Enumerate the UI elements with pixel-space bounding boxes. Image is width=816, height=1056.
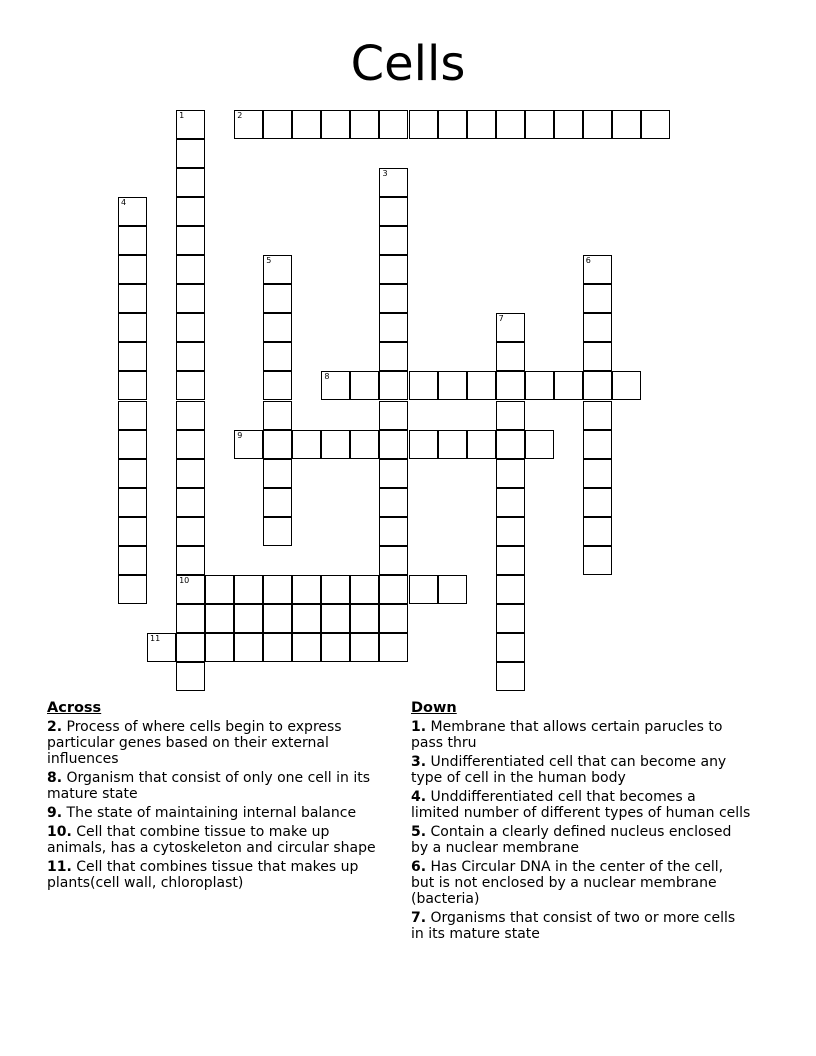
crossword-cell[interactable]: [496, 342, 525, 371]
across-heading: Across: [47, 700, 102, 716]
crossword-cell[interactable]: [176, 662, 205, 691]
crossword-cell[interactable]: [379, 430, 408, 459]
crossword-cell[interactable]: [496, 401, 525, 430]
crossword-cell[interactable]: [176, 604, 205, 633]
crossword-cell[interactable]: [118, 226, 147, 255]
clue-text-line: by a nuclear membrane: [411, 840, 579, 856]
crossword-cell[interactable]: [350, 110, 379, 139]
down-clue: [411, 754, 761, 786]
crossword-cell[interactable]: [350, 604, 379, 633]
crossword-cell[interactable]: [176, 401, 205, 430]
clue-text-line: pass thru: [411, 735, 477, 751]
crossword-cell[interactable]: [496, 575, 525, 604]
crossword-cell[interactable]: [554, 110, 583, 139]
crossword-cell[interactable]: [118, 459, 147, 488]
crossword-cell[interactable]: [583, 342, 612, 371]
clue-text-line: but is not enclosed by a nuclear membrane: [411, 875, 717, 891]
crossword-cell[interactable]: [583, 546, 612, 575]
crossword-cell[interactable]: [176, 488, 205, 517]
crossword-cell[interactable]: [118, 371, 147, 400]
clue-text-line: type of cell in the human body: [411, 770, 626, 786]
crossword-cell[interactable]: [409, 371, 438, 400]
crossword-cell[interactable]: [292, 110, 321, 139]
across-clue: [47, 719, 397, 767]
across-clue: [47, 824, 397, 856]
crossword-cell[interactable]: [379, 575, 408, 604]
crossword-cell[interactable]: [496, 546, 525, 575]
crossword-cell[interactable]: [321, 371, 350, 400]
clue-text-line: animals, has a cytoskeleton and circular shape: [47, 840, 376, 856]
crossword-cell[interactable]: [496, 459, 525, 488]
crossword-cell[interactable]: [583, 313, 612, 342]
clue-num: 9.: [47, 805, 63, 821]
down-clue: [411, 824, 761, 856]
crossword-cell[interactable]: [496, 110, 525, 139]
across-clues: [47, 700, 397, 891]
crossword-cell[interactable]: [350, 430, 379, 459]
crossword-cell[interactable]: [176, 517, 205, 546]
crossword-cell[interactable]: [176, 546, 205, 575]
clue-text: Undifferentiated cell that can become any: [426, 754, 727, 770]
crossword-cell[interactable]: [379, 255, 408, 284]
down-clue-list: [411, 719, 761, 942]
crossword-cell[interactable]: [379, 168, 408, 197]
crossword-cell[interactable]: [379, 633, 408, 662]
crossword-cell[interactable]: [525, 371, 554, 400]
crossword-cell[interactable]: [205, 604, 234, 633]
clue-text-line: mature state: [47, 786, 138, 802]
crossword-cell[interactable]: [118, 517, 147, 546]
crossword-cell[interactable]: [438, 575, 467, 604]
crossword-cell[interactable]: [176, 342, 205, 371]
crossword-cell[interactable]: [292, 575, 321, 604]
clue-text-line: limited number of different types of human cells: [411, 805, 751, 821]
clue-number: 4: [121, 198, 127, 208]
down-clue: [411, 719, 761, 751]
crossword-cell[interactable]: [292, 430, 321, 459]
crossword-cell[interactable]: [379, 517, 408, 546]
clue-text-line: plants(cell wall, chloroplast): [47, 875, 244, 891]
crossword-cell[interactable]: [176, 284, 205, 313]
crossword-cell[interactable]: [350, 575, 379, 604]
clue-number: 9: [237, 430, 243, 440]
clue-text: Organisms that consist of two or more cells: [426, 910, 736, 926]
crossword-cell[interactable]: [583, 371, 612, 400]
crossword-cell[interactable]: [496, 371, 525, 400]
crossword-cell[interactable]: [612, 371, 641, 400]
crossword-cell[interactable]: [583, 255, 612, 284]
crossword-cell[interactable]: [292, 604, 321, 633]
across-clue: [47, 770, 397, 802]
clue-text: Cell that combine tissue to make up: [71, 824, 330, 840]
crossword-cell[interactable]: [612, 110, 641, 139]
clue-num: 7.: [411, 910, 427, 926]
crossword-cell[interactable]: [467, 430, 496, 459]
down-clue: [411, 910, 761, 942]
crossword-cell[interactable]: [438, 371, 467, 400]
clue-text: Membrane that allows certain parucles to: [426, 719, 723, 735]
down-clues: [411, 700, 761, 942]
down-clue: [411, 789, 761, 821]
crossword-cell[interactable]: [379, 488, 408, 517]
clue-text: Process of where cells begin to express: [62, 719, 342, 735]
clue-number: 10: [179, 575, 190, 585]
page-title: Cells: [350, 36, 466, 92]
clue-num: 3.: [411, 754, 427, 770]
crossword-cell[interactable]: [496, 517, 525, 546]
crossword-cell[interactable]: [583, 401, 612, 430]
crossword-cell[interactable]: [496, 604, 525, 633]
clue-text-line: in its mature state: [411, 926, 540, 942]
clue-num: 4.: [411, 789, 427, 805]
crossword-cell[interactable]: [176, 459, 205, 488]
crossword-cell[interactable]: [583, 459, 612, 488]
clue-number: 7: [498, 314, 504, 324]
crossword-cell[interactable]: [583, 430, 612, 459]
clue-text: The state of maintaining internal balance: [62, 805, 357, 821]
crossword-cell[interactable]: [409, 110, 438, 139]
crossword-cell[interactable]: [583, 284, 612, 313]
clue-number: 8: [324, 372, 330, 382]
crossword-cell[interactable]: [263, 633, 292, 662]
crossword-cell[interactable]: [496, 430, 525, 459]
clue-text: Has Circular DNA in the center of the cell,: [426, 859, 724, 875]
crossword-cell[interactable]: [263, 575, 292, 604]
crossword-cell[interactable]: [321, 575, 350, 604]
crossword-cell[interactable]: [176, 110, 205, 139]
crossword-cell[interactable]: [583, 110, 612, 139]
crossword-cell[interactable]: [234, 604, 263, 633]
crossword-cell[interactable]: [379, 284, 408, 313]
crossword-cell[interactable]: [234, 430, 263, 459]
crossword-cell[interactable]: [176, 430, 205, 459]
crossword-cell[interactable]: [379, 401, 408, 430]
clue-number: 6: [585, 256, 591, 266]
crossword-cell[interactable]: [379, 342, 408, 371]
crossword-cell[interactable]: [379, 459, 408, 488]
crossword-cell[interactable]: [496, 488, 525, 517]
crossword-cell[interactable]: [118, 197, 147, 226]
crossword-cell[interactable]: [350, 371, 379, 400]
crossword-cell[interactable]: [176, 255, 205, 284]
crossword-cell[interactable]: [263, 517, 292, 546]
clue-number: 2: [237, 111, 243, 120]
crossword-cell[interactable]: [496, 633, 525, 662]
crossword-cell[interactable]: [379, 110, 408, 139]
crossword-cell[interactable]: [263, 255, 292, 284]
crossword-cell[interactable]: [467, 371, 496, 400]
crossword-cell[interactable]: [118, 488, 147, 517]
crossword-cell[interactable]: [379, 546, 408, 575]
crossword-cell[interactable]: [321, 430, 350, 459]
clue-number: 1: [179, 111, 185, 120]
across-clue: [47, 859, 397, 891]
crossword-cell[interactable]: [409, 575, 438, 604]
crossword-cell[interactable]: [176, 633, 205, 662]
crossword-cell[interactable]: [583, 517, 612, 546]
crossword-cell[interactable]: [321, 604, 350, 633]
crossword-cell[interactable]: [118, 342, 147, 371]
crossword-cell[interactable]: [118, 255, 147, 284]
clue-num: 8.: [47, 770, 63, 786]
crossword-cell[interactable]: [176, 226, 205, 255]
crossword-cell[interactable]: [379, 604, 408, 633]
crossword-cell[interactable]: [118, 430, 147, 459]
clue-num: 6.: [411, 859, 427, 875]
clue-text-line: (bacteria): [411, 891, 480, 907]
crossword-cell[interactable]: [205, 633, 234, 662]
crossword-cell[interactable]: [118, 284, 147, 313]
crossword-cell[interactable]: [525, 430, 554, 459]
crossword-cell[interactable]: [379, 226, 408, 255]
crossword-cell[interactable]: [263, 284, 292, 313]
crossword-cell[interactable]: [176, 168, 205, 197]
crossword-cell[interactable]: [263, 459, 292, 488]
clue-text: Unddifferentiated cell that becomes a: [426, 789, 696, 805]
crossword-cell[interactable]: [176, 313, 205, 342]
crossword-cell[interactable]: [263, 401, 292, 430]
crossword-cell[interactable]: [496, 313, 525, 342]
clue-num: 10.: [47, 824, 72, 840]
crossword-cell[interactable]: [234, 575, 263, 604]
crossword-cell[interactable]: [234, 110, 263, 139]
crossword-cell[interactable]: [467, 110, 496, 139]
clue-number: 5: [266, 256, 272, 266]
crossword-cell[interactable]: [234, 633, 263, 662]
crossword-cell[interactable]: [205, 575, 234, 604]
crossword-cell[interactable]: [379, 371, 408, 400]
crossword-cell[interactable]: [438, 110, 467, 139]
down-clue: [411, 859, 761, 907]
clue-number: 11: [150, 633, 161, 643]
clue-number: 3: [382, 169, 388, 179]
crossword-cell[interactable]: [263, 110, 292, 139]
clue-num: 5.: [411, 824, 427, 840]
clue-num: 1.: [411, 719, 427, 735]
crossword-cell[interactable]: [641, 110, 670, 139]
across-clue: [47, 805, 397, 821]
crossword-cell[interactable]: [263, 371, 292, 400]
clue-num: 11.: [47, 859, 72, 875]
crossword-cell[interactable]: [263, 313, 292, 342]
crossword-cell[interactable]: [118, 401, 147, 430]
down-heading: Down: [411, 700, 457, 716]
crossword-cell[interactable]: [321, 110, 350, 139]
crossword-cell[interactable]: [118, 546, 147, 575]
crossword-cell[interactable]: [263, 488, 292, 517]
crossword-cell[interactable]: [350, 633, 379, 662]
crossword-cell[interactable]: [379, 197, 408, 226]
crossword-cell[interactable]: [379, 313, 408, 342]
crossword-cell[interactable]: [525, 110, 554, 139]
crossword-cell[interactable]: [409, 430, 438, 459]
crossword-cell[interactable]: [263, 342, 292, 371]
crossword-cell[interactable]: [583, 488, 612, 517]
clue-text: Organism that consist of only one cell in its: [62, 770, 371, 786]
clue-text: Contain a clearly defined nucleus enclosed: [426, 824, 732, 840]
crossword-cell[interactable]: [263, 604, 292, 633]
crossword-cell[interactable]: [118, 313, 147, 342]
crossword-cell[interactable]: [321, 633, 350, 662]
crossword-cell[interactable]: [176, 371, 205, 400]
clue-num: 2.: [47, 719, 63, 735]
clue-text: Cell that combines tissue that makes up: [71, 859, 359, 875]
clue-text-line: particular genes based on their external: [47, 735, 329, 751]
clue-text-line: influences: [47, 751, 119, 767]
crossword-cell[interactable]: [147, 633, 176, 662]
across-clue-list: [47, 719, 397, 891]
crossword-cell[interactable]: [292, 633, 321, 662]
crossword-cell[interactable]: [176, 139, 205, 168]
crossword-cell[interactable]: [438, 430, 467, 459]
crossword-cell[interactable]: [554, 371, 583, 400]
crossword-cell[interactable]: [496, 662, 525, 691]
crossword-cell[interactable]: [176, 197, 205, 226]
crossword-cell[interactable]: [176, 575, 205, 604]
crossword-cell[interactable]: [263, 430, 292, 459]
crossword-cell[interactable]: [118, 575, 147, 604]
